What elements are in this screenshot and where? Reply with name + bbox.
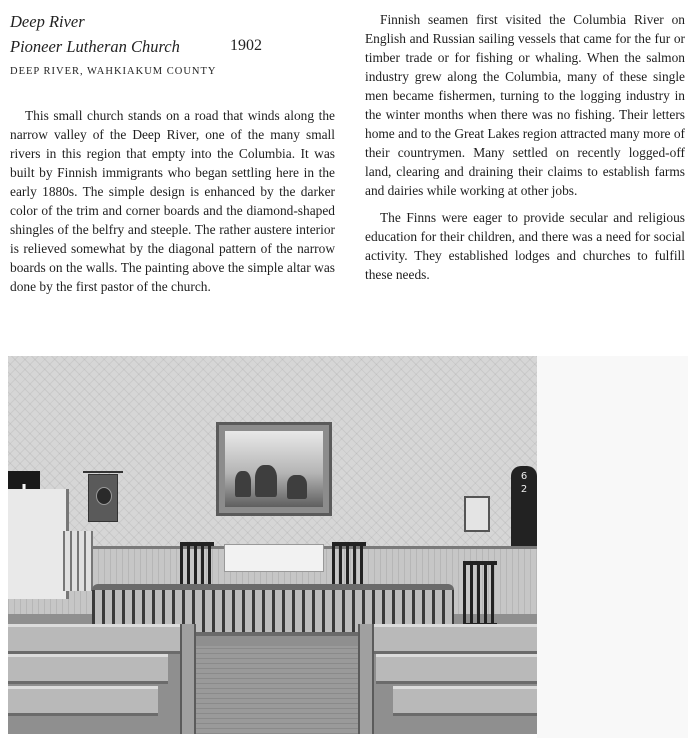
hymn-board — [511, 466, 537, 546]
painting-figure — [255, 465, 277, 497]
pew — [8, 624, 183, 654]
pew — [8, 654, 168, 684]
title-line-2: Pioneer Lutheran Church — [10, 37, 180, 56]
right-column — [365, 10, 685, 284]
left-column — [10, 106, 335, 296]
altar-painting — [216, 422, 332, 516]
hymn-number: 6 — [520, 471, 528, 482]
aisle — [188, 646, 358, 734]
pew — [360, 624, 537, 654]
banner-pole — [83, 471, 123, 473]
paragraph: Finnish seamen first visited the Columbia River on English and Russian sailing vessels that came for the fur or timber trade or for fishing or whaling. When the salmon industry grew along the Columbia, many of these single men became fishermen, turning to the logging industry in the winter months when there was no fishing. Their letters home and to the Great Lakes region attracted many more of their countrymen. Many settled on recently logged-off land, clearing and draining their claims to establish farms and dairies while working at other jobs. — [365, 12, 685, 198]
pulpit — [8, 489, 69, 599]
paragraph: The Finns were eager to provide secular and religious education for their children, and there was a need for social activity. They established lodges and churches to fulfill these needs. — [365, 210, 685, 282]
pew — [376, 654, 537, 684]
painting-figure — [287, 475, 307, 499]
small-wall-frame — [464, 496, 490, 532]
pew-end — [180, 624, 196, 734]
painting-canvas — [225, 431, 323, 507]
pew — [393, 686, 537, 716]
chair-side — [463, 561, 497, 627]
banner-pennant — [88, 474, 118, 522]
church-interior-photo — [8, 356, 537, 734]
paragraph: This small church stands on a road that winds along the narrow valley of the Deep River, one of the many small rivers in this region that empty into the Columbia. It was built by Finnish immigrants who began settling here in the early 1880s. The simple design is enhanced by the darker color of the trim and corner boards and the diamond-shaped shingles of the belfry and steeple. The rather austere interior is relieved somewhat by the diagonal pattern of the narrow boards on the walls. The painting above the simple altar was done by the first pastor of the church. — [10, 108, 335, 294]
pennant-medallion — [96, 487, 112, 505]
painting-figure — [235, 471, 251, 497]
title-line-1: Deep River — [10, 12, 85, 31]
pulpit-stair-rail — [63, 531, 93, 591]
year: 1902 — [230, 37, 262, 54]
pew-end — [358, 624, 374, 734]
page-margin — [537, 356, 688, 738]
hymn-number: 2 — [520, 484, 528, 495]
location: DEEP RIVER, WAHKIAKUM COUNTY — [10, 66, 217, 77]
altar-table — [224, 544, 324, 572]
pew — [8, 686, 158, 716]
